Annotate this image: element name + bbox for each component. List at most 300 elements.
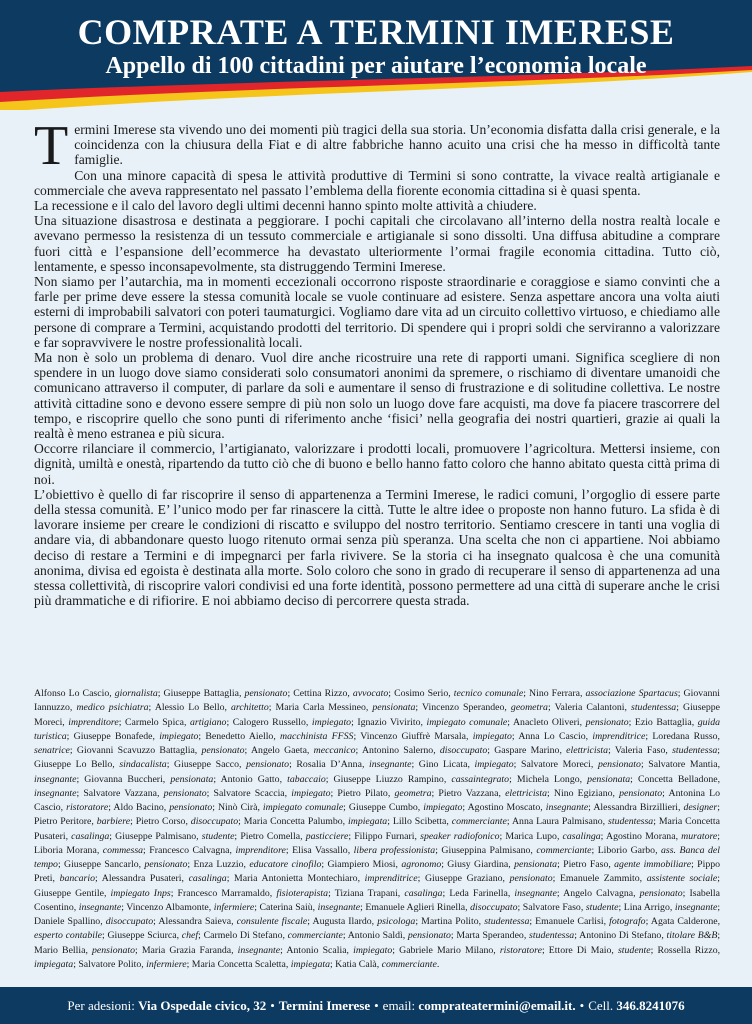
signatory-role: impiegato <box>474 759 514 771</box>
signatory-name: Salvatore Mantia <box>648 759 718 771</box>
signatory: Marica Lupo, casalinga; <box>505 830 606 842</box>
signatory-role: commessa <box>102 844 144 856</box>
signatory: Agostino Moscato, insegnante; <box>467 802 594 813</box>
signatory-role: pensionato <box>597 759 641 771</box>
signatory-name: Enza Luzzio <box>193 859 244 870</box>
signatory-name: Giuseppe Graziano <box>424 873 503 885</box>
signatory-name: Alessio Lo Bello <box>154 702 225 714</box>
signatory-role: medico psichiatra <box>76 702 149 714</box>
signatory-name: Anna Lo Cascio <box>518 730 586 742</box>
signatory-name: Francesco Calvagna <box>149 844 230 856</box>
signatory-role: meccanico <box>313 745 356 756</box>
signatory-role: casalinga <box>188 873 227 885</box>
signatory: Antonina Lo Cascio, ristoratore; <box>34 787 721 813</box>
signatory-name: Vincenzo Giuffrè Marsala <box>360 730 466 742</box>
header-banner <box>0 0 752 110</box>
signatory: Antonio Scalia, impiegato; <box>286 944 400 956</box>
signatory-name: Loredana Russo <box>652 730 718 742</box>
signatory-name: Salvatore Faso <box>522 901 581 913</box>
signatory-name: Maria Grazia Faranda <box>141 944 232 956</box>
signatory-role: impiegato <box>311 716 352 728</box>
page-subtitle: Appello di 100 cittadini per aiutare l’economia locale <box>105 53 647 79</box>
footer-city: Termini Imerese <box>278 997 371 1013</box>
signatory-name: Giuseppe Moreci <box>34 702 721 728</box>
signatory-role: studentessa <box>631 702 677 714</box>
signatory-role: muratore <box>681 830 718 842</box>
signatory: Daniele Spallino, disoccupato; <box>34 916 159 927</box>
signatory-name: Salvatore Vazzana <box>83 787 157 799</box>
signatory-role: macchinista FFSS <box>280 730 354 742</box>
signatory-role: designer <box>683 802 718 813</box>
signatory-name: Angelo Gaeta <box>250 745 307 756</box>
signatory-name: Benedetto Aiello <box>205 730 274 742</box>
signatory: Rossella Rizzo, impiegata; <box>34 944 721 970</box>
signatory-role: pensionato <box>585 716 629 728</box>
signatory-name: Emanuele Carlisi <box>535 916 604 927</box>
signatory-role: impiegato <box>291 787 331 799</box>
signatory: Michela Longo, pensionata; <box>516 773 638 785</box>
signatory: Pietro Vazzana, elettricista; <box>438 787 554 799</box>
signatory-role: esperto contabile <box>34 930 103 942</box>
signatory: Pietro Corso, disoccupato; <box>135 816 244 828</box>
signatory: Lina Arrigo, insegnante; <box>623 901 721 913</box>
signatory-role: elettricista <box>505 787 547 799</box>
signatory-name: Alessandra Pusateri <box>101 873 182 885</box>
signatory-role: agronomo <box>401 859 442 870</box>
signatory: Concetta Belladone, insegnante; <box>34 773 721 799</box>
paragraph: Occorre rilanciare il commercio, l’artigianato, valorizzare i prodotti locali, promuovere l’agricoltura. Mettersi insieme, con dignità, umiltà e onestà, ripartendo da tutto ciò che di buono e bello hanno fatto coloro che hanno abitato questa città prima di noi. <box>34 441 720 487</box>
signatory-name: Ignazio Vivirito <box>357 716 421 728</box>
signatory: Anna Lo Cascio, imprenditrice; <box>518 730 653 742</box>
signatory-role: agente immobiliare <box>614 859 692 870</box>
signatory-name: Antonio Gatto <box>220 773 280 785</box>
signatory-name: Pietro Vazzana <box>438 787 499 799</box>
signatory-role: studente <box>617 944 651 956</box>
signatory: Francesco Calvagna, imprenditore; <box>149 844 293 856</box>
signatory-name: Martina Polito <box>421 916 479 927</box>
footer-email-label: email: <box>382 997 416 1013</box>
signatory-name: Giuseppe Gentile <box>34 887 104 899</box>
signatory-name: Elisa Vassallo <box>292 844 348 856</box>
signatory: Maria Carla Messineo, pensionata; <box>275 702 423 714</box>
signatory-name: Marica Lupo <box>505 830 557 842</box>
signatory-role: studentessa <box>672 745 718 756</box>
signatory-name: Francesco Marramaldo <box>177 887 270 899</box>
signatory-name: Giampiero Miosi <box>327 859 396 870</box>
signatory-role: casalinga <box>71 830 110 842</box>
signatory-role: pensionato <box>163 787 207 799</box>
signatory: Ignazio Vivirito, impiegato comunale; <box>357 716 513 728</box>
signatory: Elisa Vassallo, libera professionista; <box>292 844 442 856</box>
signatory-name: Giuseppe Cumbo <box>348 802 418 813</box>
signatory-name: Agostino Moscato <box>467 802 541 813</box>
signatory-name: Giovanni Iannuzzo <box>34 688 721 714</box>
signatory: Angelo Calvagna, pensionato; <box>563 887 690 899</box>
signatory-name: Marta Sperandeo <box>456 930 524 942</box>
signatory-name: Angelo Calvagna <box>563 887 634 899</box>
signatory-name: Salvatore Polito <box>78 958 142 970</box>
signatory: Antonio Saldì, pensionato; <box>347 930 457 942</box>
signatory-name: Katia Calà <box>335 958 377 970</box>
signatory-role: pasticciere <box>305 830 349 842</box>
signatory: Alessio Lo Bello, architetto; <box>154 702 276 714</box>
separator: • <box>374 997 379 1013</box>
signatory-role: pensionato <box>244 688 288 699</box>
signatory-name: Giuseppe Sciurca <box>107 930 177 942</box>
signatory-role: studentessa <box>484 916 530 927</box>
signatory: Pietro Faso, agente immobiliare; <box>563 859 698 870</box>
signatory-name: Maria Concetta Pusateri <box>34 816 720 842</box>
signatory-role: ristoratore <box>66 802 109 813</box>
signatory: Giuseppina Palmisano, commerciante; <box>441 844 598 856</box>
signatory-role: insegnante <box>514 887 557 899</box>
signatory-name: Filippo Furnari <box>354 830 415 842</box>
signatory: Antonino Di Stefano, titolare B&B; <box>579 930 721 942</box>
signatory-name: Giuseppe Lo Bello <box>34 759 113 771</box>
signatory-role: disoccupato <box>190 816 239 828</box>
signatory-role: titolare B&B <box>666 930 718 942</box>
signatory-role: imprenditrice <box>364 873 418 885</box>
signatory-name: Anna Laura Palmisano <box>511 816 603 828</box>
signatory: Alessandra Pusateri, casalinga; <box>101 873 235 885</box>
signatory-name: Lina Arrigo <box>623 901 670 913</box>
signatory-role: pensionato <box>201 745 245 756</box>
signatory: Augusta Ilardo, psicologa; <box>312 916 422 927</box>
signatory-name: Concetta Belladone <box>637 773 718 785</box>
signatory-name: Pietro Faso <box>563 859 609 870</box>
signatory-role: geometra <box>394 787 432 799</box>
signatory: Rosalia D’Anna, insegnante; <box>296 759 419 771</box>
signatory-role: pensionata <box>514 859 558 870</box>
signatory: Enza Luzzio, educatore cinofilo; <box>193 859 328 870</box>
signatory-name: Caterina Saiù <box>259 901 313 913</box>
signatory: Ettore Di Maio, studente; <box>548 944 658 956</box>
signatory-role: commerciante <box>451 816 507 828</box>
signatory-role: chef <box>181 930 199 942</box>
signatory-name: Liboria Morana <box>34 844 97 856</box>
signatory: Cosimo Serio, tecnico comunale; <box>394 688 530 699</box>
signatory-name: Pietro Comella <box>240 830 301 842</box>
signatory-name: Pippo Preti <box>34 859 721 885</box>
signatory: Agostino Morana, muratore; <box>606 830 721 842</box>
signatory-role: disoccupato <box>470 901 518 913</box>
signatory-name: Giovanna Buccheri <box>84 773 163 785</box>
signatory-role: tabaccaio <box>287 773 326 785</box>
signatory-name: Ettore Di Maio <box>548 944 612 956</box>
signatory-role: pensionato <box>144 859 188 870</box>
signatory-name: Antonino Di Stefano <box>579 930 662 942</box>
signatory-role: elettricista <box>566 745 609 756</box>
signatory-role: casalinga <box>404 887 443 899</box>
signatory-name: Giusy Giardina <box>447 859 509 870</box>
signatory-role: ass. Banca del tempo <box>34 844 721 870</box>
signatory: Giuseppe Moreci, imprenditore; <box>34 702 721 728</box>
signatory-role: studentessa <box>529 930 575 942</box>
signatory-name: Giuseppe Battaglia <box>163 688 239 699</box>
signatory: Gaspare Marino, elettricista; <box>494 745 615 756</box>
signatory: Calogero Russello, impiegato; <box>232 716 358 728</box>
signatory: Giusy Giardina, pensionata; <box>447 859 564 870</box>
signatory-role: consulente fiscale <box>236 916 308 927</box>
signatory-name: Cettina Rizzo <box>293 688 348 699</box>
signatory: Giuseppe Sancarlo, pensionato; <box>64 859 194 870</box>
signatory-name: Salvatore Moreci <box>521 759 591 771</box>
signatory-name: Antonino Salerno <box>361 745 434 756</box>
signatory-role: artigiano <box>189 716 227 728</box>
signatory: Salvatore Polito, infermiere; <box>78 958 192 970</box>
signatory-role: pensionata <box>372 702 416 714</box>
signatory-role: guida turistica <box>34 716 721 742</box>
paragraph-1: Termini Imerese sta vivendo uno dei momenti più tragici della sua storia. Un’economia disfatta dalla crisi generale, e la coincidenza con la chiusura della Fiat e di altre fabbriche hanno acuito una crisi che ha messo in difficoltà tante famiglie. <box>34 115 720 177</box>
signatory: Cettina Rizzo, avvocato; <box>293 688 395 699</box>
signatory: Giuseppe Cumbo, impiegato; <box>348 802 468 813</box>
signatory: Lillo Scibetta, commerciante; <box>392 816 512 828</box>
signatory: Aldo Bacino, pensionato; <box>113 802 218 813</box>
signatory: Alfonso Lo Cascio, giornalista; <box>34 688 164 699</box>
signatory: Caterina Saiù, insegnante; <box>259 901 366 913</box>
signatory-role: impiegato <box>353 944 393 956</box>
signatory-name: Giuseppe Sancarlo <box>64 859 139 870</box>
signatory: Liboria Morana, commessa; <box>34 844 150 856</box>
signatories-list <box>34 687 720 972</box>
signatory: Angelo Gaeta, meccanico; <box>250 745 362 756</box>
separator: • <box>579 997 585 1013</box>
signatory-name: Agata Calderone <box>650 916 718 927</box>
signatory: Maria Concetta Pusateri, casalinga; <box>34 816 720 842</box>
signatory: Giuseppe Sciurca, chef; <box>107 930 204 942</box>
signatory: Mario Bellia, pensionato; <box>34 944 142 956</box>
signatory-name: Valeria Calantoni <box>554 702 625 714</box>
signatory-name: Liborio Garbo <box>597 844 656 856</box>
signatory-name: Michela Longo <box>516 773 580 785</box>
signatory-role: pensionato <box>246 759 290 771</box>
signatory-role: pensionato <box>407 930 451 942</box>
signatory-name: Antonio Saldì <box>347 930 403 942</box>
footer-email[interactable]: compratea​termini@email.it. <box>418 997 576 1013</box>
signatory-role: barbiere <box>96 816 131 828</box>
signatory-role: senatrice <box>34 745 70 756</box>
signatory-name: Ninò Cirà <box>217 802 258 813</box>
signatory: Emanuele Zammito, assistente sociale; <box>559 873 720 885</box>
signatory: Leda Farinella, insegnante; <box>449 887 564 899</box>
signatory-name: Giuseppe Bonafede <box>73 730 153 742</box>
signatory-role: insegnante <box>78 901 122 913</box>
signatory: Loredana Russo, senatrice; <box>34 730 720 756</box>
signatory: Nino Ferrara, associazione Spartacus; <box>529 688 684 699</box>
signatory: Maria Antonietta Montechiaro, imprenditrice; <box>234 873 425 885</box>
signatory: Giuseppe Palmisano, studente; <box>115 830 241 842</box>
signatory: Pippo Preti, bancario; <box>34 859 721 885</box>
signatory-role: insegnante <box>368 759 412 771</box>
signatory: Giovanna Buccheri, pensionata; <box>84 773 221 785</box>
signatory-role: cassaintegrato <box>451 773 510 785</box>
signatory: Liborio Garbo, ass. Banca del tempo; <box>34 844 721 870</box>
signatory: Alessandra Birzillieri, designer; <box>593 802 720 813</box>
signatory-role: pensionato <box>509 873 553 885</box>
signatory-name: Pietro Corso <box>135 816 186 828</box>
signatory: Salvatore Faso, studente; <box>522 901 624 913</box>
signatory-role: pensionato <box>169 802 213 813</box>
signatory-name: Lillo Scibetta <box>392 816 447 828</box>
signatory-name: Leda Farinella <box>449 887 508 899</box>
signatory: Vincenzo Giuffrè Marsala, impiegato; <box>360 730 519 742</box>
article-body <box>34 115 720 609</box>
signatory: Giuseppe Lo Bello, sindacalista; <box>34 759 175 771</box>
signatory: Giuseppe Liuzzo Rampino, cassaintegrato; <box>333 773 517 785</box>
signatory-role: geometra <box>510 702 548 714</box>
footer-cell[interactable]: 346.8241076 <box>616 997 685 1013</box>
signatory-name: Emanuele Aglieri Rinella <box>365 901 466 913</box>
paragraph: Una situazione disastrosa e destinata a peggiorare. I pochi capitali che circolavano all’interno della nostra realtà locale e avevano permesso la resistenza di un tessuto commerciale e artigianale si sono dissolti. Una diffusa abitudine a comprare fuori città e l’espansione dell’ecommerce ha devastato ulteriormente l’ormai fragile economia cittadina. Tutto ciò, lentamente, e spesso inconsapevolmente, sta distruggendo Termini Imerese. <box>34 213 720 274</box>
footer-prefix: Per adesioni: <box>67 997 135 1013</box>
signatory: Emanuele Aglieri Rinella, disoccupato; <box>365 901 523 913</box>
signatory: Salvatore Vazzana, pensionato; <box>83 787 214 799</box>
signatory-name: Cosimo Serio <box>394 688 449 699</box>
signatory: Carmelo Di Stefano, commerciante; <box>203 930 348 942</box>
footer-address: Via Ospedale civico, 32 <box>138 997 267 1013</box>
signatory-name: Alessandra Saieva <box>158 916 232 927</box>
signatory-role: avvocato <box>352 688 389 699</box>
signatory-role: disoccupato <box>105 916 154 927</box>
signatory-name: Maria Antonietta Montechiaro <box>234 873 358 885</box>
signatory-role: impiegato comunale <box>262 802 344 813</box>
signatory: Nino Egiziano, pensionato; <box>553 787 669 799</box>
signatory: Francesco Marramaldo, fisioterapista; <box>177 887 335 899</box>
signatory: Anna Laura Palmisano, studentessa; <box>511 816 659 828</box>
signatory: Gino Licata, impiegato; <box>418 759 521 771</box>
signatory-role: insegnante <box>674 901 718 913</box>
signatory: Valeria Faso, studentessa; <box>614 745 721 756</box>
signatory-name: Daniele Spallino <box>34 916 101 927</box>
signatory: Salvatore Scaccia, impiegato; <box>213 787 338 799</box>
drop-cap: T <box>34 115 69 177</box>
signatory-role: impiegato comunale <box>426 716 508 728</box>
signatory: Marta Sperandeo, studentessa; <box>456 930 580 942</box>
signatory: Emanuele Carlisi, fotografo; <box>535 916 651 927</box>
signatory-name: Mario Bellia <box>34 944 86 956</box>
signatory-name: Emanuele Zammito <box>559 873 640 885</box>
signatory-role: impiegato <box>423 802 463 813</box>
signatory: Carmelo Spica, artigiano; <box>124 716 233 728</box>
signatory-name: Aldo Bacino <box>113 802 164 813</box>
paragraph: L’obiettivo è quello di far riscoprire il senso di appartenenza a Termini Imerese, le radici comuni, l’orgoglio di essere parte della stessa comunità. E’ l’unico modo per far rinascere la città. Tutte le altre idee o proposte non hanno futuro. La sfida è di lavorare insieme per creare le condizioni di riscatto e sviluppo del nostro territorio. Sentiamo crescere in tanti una voglia di andare via, di abbandonare questo luogo ritenuto ormai senza più speranza. Una scelta che non ci appartiene. Noi abbiamo deciso di restare a Termini e di impegnarci per farla rivivere. Se la storia ci ha insegnato qualcosa è che una comunità anonima, divisa ed egoista è destinata alla morte. Solo coloro che sono in grado di recuperare il senso di appartenenza ad una stessa collettività, di riscoprire valori condivisi ed una forte identità, possono permettere ad una città di superare anche le crisi più drammatiche e di rifiorire. E noi abbiamo deciso di percorrere questa strada. <box>34 486 720 609</box>
signatory-role: insegnante <box>34 787 77 799</box>
signatory-name: Isabella Cosentino <box>34 887 720 913</box>
signatory: Giuseppe Sacco, pensionato; <box>174 759 297 771</box>
signatory-name: Pietro Peritore <box>34 816 92 828</box>
signatory: Isabella Cosentino, insegnante; <box>34 887 720 913</box>
signatory-role: insegnante <box>237 944 281 956</box>
signatory-role: commerciante <box>381 958 437 970</box>
signatory: Giuseppe Gentile, impiegato Inps; <box>34 887 178 899</box>
signatory: Giuseppe Battaglia, pensionato; <box>163 688 294 699</box>
signatory: Alessandra Saieva, consulente fiscale; <box>158 916 313 927</box>
signatory-name: Carmelo Di Stefano <box>203 930 283 942</box>
signatory-name: Anacleto Oliveri <box>512 716 580 728</box>
footer-cell-label: Cell. <box>588 997 614 1013</box>
signatory-role: imprenditore <box>68 716 119 728</box>
signatory-name: Giuseppe Liuzzo Rampino <box>333 773 444 785</box>
signatory-role: libera professionista <box>353 844 436 856</box>
signatory-name: Antonina Lo Cascio <box>34 787 721 813</box>
signatory-role: impiegata <box>34 958 74 970</box>
signatory-role: imprenditrice <box>592 730 646 742</box>
signatory: Pietro Peritore, barbiere; <box>34 816 136 828</box>
paragraph: Con una minore capacità di spesa le attività produttive di Termini si sono contratte, la vivace realtà artigianale e commerciale che aveva rappresentato nel passato l’emblema della fiorente economia cittadina si è quasi spenta. <box>34 167 720 198</box>
signatory-role: psicologa <box>377 916 416 927</box>
signatory: Gabriele Mario Milano, ristoratore; <box>399 944 549 956</box>
signatory: Antonino Salerno, disoccupato; <box>361 745 495 756</box>
signatory: Tiziana Trapani, casalinga; <box>334 887 450 899</box>
paragraph: La recessione e il calo del lavoro degli ultimi decenni hanno spinto molte attività a chiudere. <box>34 198 537 214</box>
signatory-role: educatore cinofilo <box>249 859 322 870</box>
signatory-role: casalinga <box>562 830 601 842</box>
signatory-role: impiegato <box>472 730 512 742</box>
signatory-role: tecnico comunale <box>453 688 524 699</box>
signatory-role: commerciante <box>287 930 343 942</box>
signatory-role: studentessa <box>608 816 654 828</box>
signatory-role: speaker radiofonico <box>420 830 500 842</box>
signatory-name: Pietro Pilato <box>337 787 388 799</box>
signatory-role: pensionato <box>639 887 683 899</box>
signatory-name: Tiziana Trapani <box>334 887 398 899</box>
signatory: Maria Concetta Scaletta, impiegata; <box>191 958 336 970</box>
signatory-role: studente <box>585 901 619 913</box>
signatory-name: Valeria Faso <box>614 745 666 756</box>
paragraph: Ma non è solo un problema di denaro. Vuol dire anche ricostruire una rete di rapporti umani. Significa scegliere di non spendere in un luogo dove siamo considerati solo consumatori anonimi da spremere, o rischiamo di diventare umanoidi che comunicano attraverso il computer, di parlare da soli e aumentare il senso di frustrazione e di solitudine collettiva. Le nostre attività cittadine sono e devono essere sempre di più non solo un luogo dove fare acquisti, ma dove fa piacere trascorrere del tempo, e riscoprire quello che sono punti di riferimento anche ‘fisici’ nella geografia dei nostri quartieri, grazie ai quali la realtà è meno estranea e più sicura. <box>34 350 720 442</box>
separator: • <box>270 997 275 1013</box>
signatory-name: Nino Egiziano <box>553 787 613 799</box>
signatory-role: bancario <box>59 873 95 885</box>
signatory-role: sindacalista <box>119 759 167 771</box>
signatory-role: insegnante <box>545 802 589 813</box>
signatory: Ezio Battaglia, guida turistica; <box>34 716 721 742</box>
signatory-name: Salvatore Scaccia <box>213 787 285 799</box>
signatory: Ninò Cirà, impiegato comunale; <box>217 802 349 813</box>
signatory-name: Calogero Russello <box>232 716 306 728</box>
signatory-name: Ezio Battaglia <box>634 716 692 728</box>
signatory: Anacleto Oliveri, pensionato; <box>512 716 635 728</box>
signatory: Antonio Gatto, tabaccaio; <box>220 773 334 785</box>
signatory-role: insegnante <box>317 901 361 913</box>
signatory-name: Augusta Ilardo <box>312 916 372 927</box>
signatory-name: Antonio Scalia <box>286 944 347 956</box>
signatory-role: infermiere <box>146 958 187 970</box>
signatory-role: commerciante <box>536 844 592 856</box>
signatory-name: Alfonso Lo Cascio <box>34 688 110 699</box>
signatory-name: Vincenzo Sperandeo <box>422 702 505 714</box>
signatory-role: impiegato Inps <box>110 887 171 899</box>
signatory-role: studente <box>201 830 235 842</box>
signatory-name: Nino Ferrara <box>529 688 580 699</box>
signatory-role: ristoratore <box>499 944 542 956</box>
signatory-name: Gaspare Marino <box>494 745 560 756</box>
signatory-name: Alessandra Birzillieri <box>593 802 678 813</box>
signatory: Valeria Calantoni, studentessa; <box>554 702 683 714</box>
paragraph: Non siamo per l’autarchia, ma in momenti eccezionali occorrono risposte straordinarie e coraggiose e siamo convinti che a farle per prime deve essere la stessa comunità locale se vuole continuare ad esistere. Senza aspettare ancora una volta aiuti esterni di improbabili salvatori con poteri taumaturgici. Vogliamo dare vita ad un circuito collettivo virtuoso, e chiediamo alle persone di comprare a Termini, acquistando prodotti del territorio. Di spendere qui i propri soldi che serviranno a valorizzare e far sopravvivere le nostre professionalità locali. <box>34 274 720 350</box>
signatory-role: pensionato <box>619 787 663 799</box>
signatory-role: fisioterapista <box>276 887 329 899</box>
signatory-name: Giuseppe Sacco <box>174 759 240 771</box>
signatory: Benedetto Aiello, macchinista FFSS; <box>205 730 361 742</box>
signatory: Vincenzo Albamonte, infermiere; <box>126 901 260 913</box>
signatory: Giuseppe Graziano, pensionato; <box>424 873 560 885</box>
footer-contact <box>0 987 752 1024</box>
signatory: Salvatore Moreci, pensionato; <box>521 759 649 771</box>
signatory: Giovanni Scavuzzo Battaglia, pensionato; <box>76 745 251 756</box>
signatory-name: Carmelo Spica <box>124 716 184 728</box>
signatory-role: imprenditore <box>235 844 286 856</box>
